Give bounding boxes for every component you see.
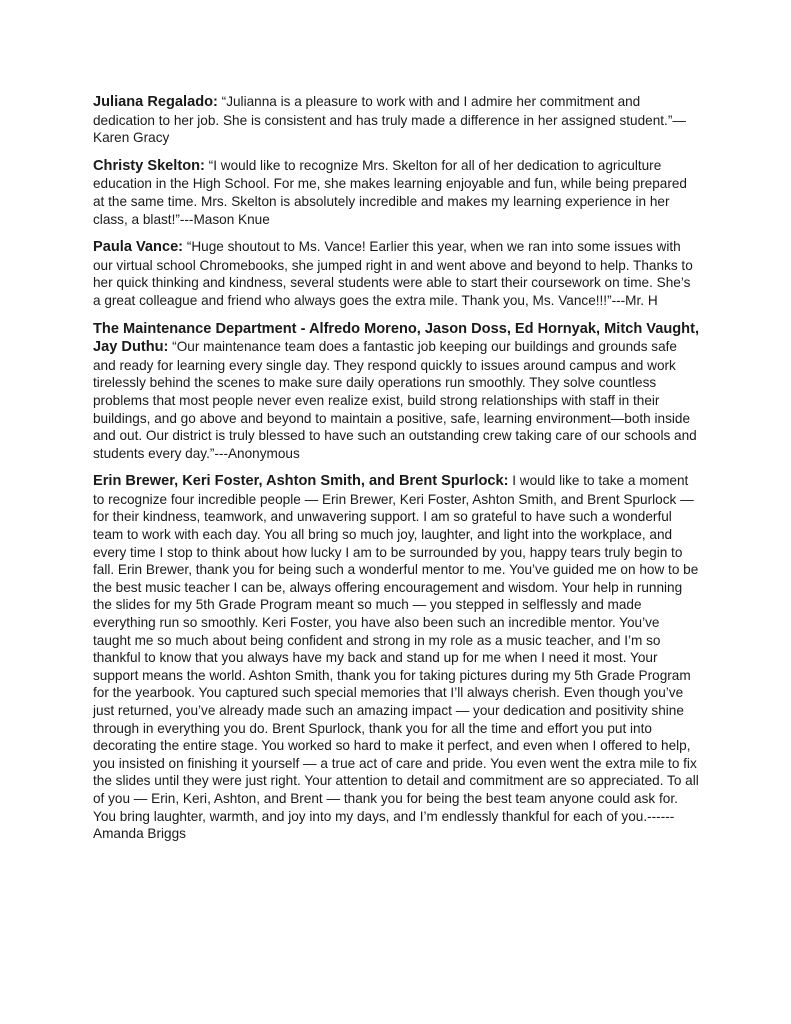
recognition-entry-music-team — [93, 472, 700, 842]
recognition-text: I would like to take a moment to recognize four incredible people — Erin Brewer, Keri Foster, Ashton Smith, and Brent Spurlock — for their kindness, teamwork, and unwavering support. I am so grateful to have such a wonderful team to work with each day. You all bring so much joy, laughter, and light into the workplace, and every time I stop to think about how lucky I am to be surrounded by you, happy tears truly begin to fall. Erin Brewer, thank you for being such a wonderful mentor to me. You’ve guided me on how to be the best music teacher I can be, always offering encouragement and wisdom. Your help in running the slides for my 5th Grade Program meant so much — you stepped in selflessly and made everything run so smoothly. Keri Foster, you have also been such an incredible mentor. You’ve taught me so much about being confident and strong in my role as a music teacher, and I’m so thankful to know that you always have my back and stand up for me when I need it most. Your support means the world. Ashton Smith, thank you for taking pictures during my 5th Grade Program for the yearbook. You captured such special memories that I’ll always cherish. Even though you’ve just returned, you’ve already made such an amazing impact — your dedication and positivity shine through in everything you do. Brent Spurlock, thank you for all the time and effort you put into decorating the entire stage. You worked so hard to make it perfect, and even when I offered to help, you insisted on finishing it yourself — a true act of care and pride. You even went the extra mile to fix the slides until they were just right. Your attention to detail and commitment are so appreciated. To all of you — Erin, Keri, Ashton, and Brent — thank you for being the best team anyone could ask for. You bring laughter, warmth, and joy into my days, and I’m endlessly thankful for each of you.------Amanda Briggs — [93, 473, 699, 842]
recognition-text: “Our maintenance team does a fantastic job keeping our buildings and grounds safe and ready for learning every single day. They respond quickly to issues around campus and work tirelessly behind the scenes to make sure daily operations run smoothly. They solve countless problems that most people never even realize exist, build strong relationships with staff in their buildings, and go above and beyond to maintain a positive, safe, learning environment—both inside and out. Our district is truly blessed to have such an outstanding crew taking care of our schools and students every day.”---Anonymous — [93, 339, 697, 461]
document-page — [93, 93, 700, 853]
honoree-name: Paula Vance: — [93, 239, 184, 256]
honoree-name: Christy Skelton: — [93, 157, 205, 174]
honoree-name: The Maintenance Department - Alfredo Moreno, Jason Doss, Ed Hornyak, Mitch Vaught, Jay Duthu: — [93, 320, 700, 356]
recognition-entry-regalado — [93, 93, 700, 147]
honoree-name: Erin Brewer, Keri Foster, Ashton Smith, and Brent Spurlock: — [93, 473, 509, 490]
recognition-entry-vance — [93, 238, 700, 309]
recognition-text: “I would like to recognize Mrs. Skelton for all of her dedication to agriculture education in the High School. For me, she makes learning enjoyable and fun, while being prepared at the same time. Mrs. Skelton is absolutely incredible and makes my learning experience in her class, a blast!”---Mason Knue — [93, 157, 687, 227]
recognition-text: “Huge shoutout to Ms. Vance! Earlier this year, when we ran into some issues with our virtual school Chromebooks, she jumped right in and went above and beyond to help. Thanks to her quick thinking and kindness, several students were able to start their coursework on time. She’s a great colleague and friend who always goes the extra mile. Thank you, Ms. Vance!!!”---Mr. H — [93, 239, 693, 308]
recognition-text: “Julianna is a pleasure to work with and I admire her commitment and dedication to her job. She is consistent and has truly made a difference in her assigned student.”—Karen Gracy — [93, 94, 686, 146]
recognition-entry-maintenance — [93, 320, 700, 463]
honoree-name: Juliana Regalado: — [93, 94, 218, 110]
recognition-entry-skelton — [93, 157, 700, 228]
